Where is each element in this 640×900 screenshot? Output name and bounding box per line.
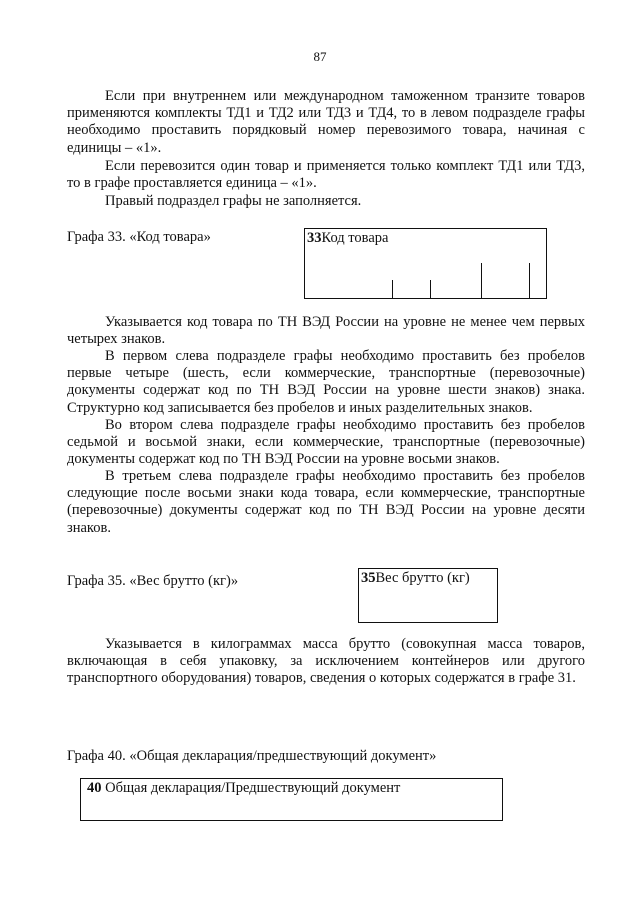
box-35-label bbox=[361, 570, 470, 587]
paragraph-single-item: Если перевозится один товар и применяется только комплект ТД1 или ТД3, то в графе проставляется единица – «1». bbox=[67, 158, 585, 192]
box-33-divider-2 bbox=[430, 280, 431, 299]
box-40-title: Общая декларация/Предшествующий документ bbox=[105, 780, 401, 796]
paragraph-right-subsection: Правый подраздел графы не заполняется. bbox=[105, 193, 362, 209]
box-33-title: Код товара bbox=[321, 230, 389, 246]
caption-field-35: Графа 35. «Вес брутто (кг)» bbox=[67, 573, 239, 589]
paragraph-third-subsection: В третьем слева подразделе графы необходимо проставить без пробелов следующие после восьми знаки кода товара, если коммерческие, транспортные (перевозочные) документы содержат код по ТН ВЭД России на уровне десяти знаков. bbox=[67, 468, 585, 536]
paragraph-second-subsection: Во втором слева подразделе графы необходимо проставить без пробелов седьмой и восьмой знаки, если коммерческие, транспортные (перевозочные) документы содержат код по ТН ВЭД России на уровне восьми знаков. bbox=[67, 417, 585, 468]
box-35-number: 35 bbox=[361, 570, 376, 586]
box-40-number: 40 bbox=[87, 780, 102, 796]
box-40-label bbox=[87, 780, 400, 797]
paragraph-code-level: Указывается код товара по ТН ВЭД России на уровне не менее чем первых четырех знаков. bbox=[67, 314, 585, 348]
box-33-divider-1 bbox=[392, 280, 393, 299]
form-box-40 bbox=[80, 778, 503, 821]
box-33-number: 33 bbox=[307, 230, 322, 246]
paragraph-transit-kits: Если при внутреннем или международном таможенном транзите товаров применяются комплекты ТД1 и ТД2 или ТД3 и ТД4, то в левом подразделе графы необходимо проставить порядковый номер перевозимого товара, начиная с единицы – «1». bbox=[67, 88, 585, 156]
caption-field-33: Графа 33. «Код товара» bbox=[67, 229, 211, 245]
caption-field-40: Графа 40. «Общая декларация/предшествующий документ» bbox=[67, 748, 437, 764]
box-35-title: Вес брутто (кг) bbox=[375, 570, 470, 586]
form-box-33 bbox=[304, 228, 547, 299]
paragraph-first-subsection: В первом слева подразделе графы необходимо проставить без пробелов первые четыре (шесть, если коммерческие, транспортные (перевозочные) документы содержат код по ТН ВЭД России на уровне шести знаков) знака. Структурно код записывается без пробелов и иных разделительных знаков. bbox=[67, 348, 585, 416]
paragraph-gross-weight: Указывается в килограммах масса брутто (совокупная масса товаров, включающая в себя упаковку, за исключением контейнеров или другого транспортного оборудования) товаров, сведения о которых содержатся в графе 31. bbox=[67, 636, 585, 687]
form-box-35 bbox=[358, 568, 498, 623]
box-33-label bbox=[307, 230, 388, 247]
page-number: 87 bbox=[313, 49, 327, 64]
box-33-divider-4 bbox=[529, 263, 530, 299]
box-33-divider-3 bbox=[481, 263, 482, 299]
